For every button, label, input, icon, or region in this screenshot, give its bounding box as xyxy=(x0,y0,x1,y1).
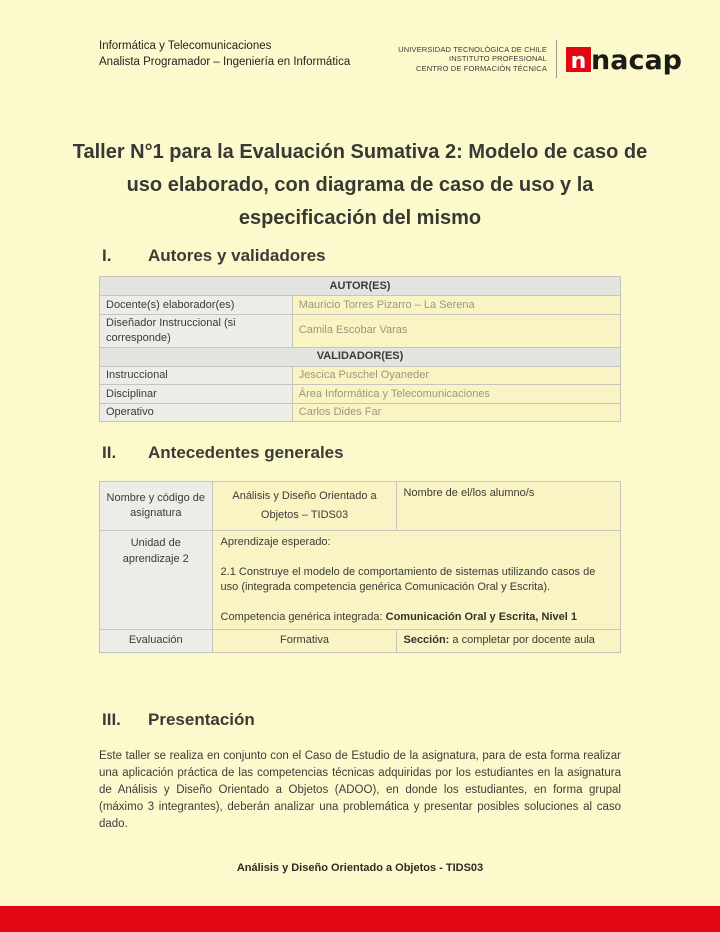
program-area-label: Informática y Telecomunicaciones xyxy=(99,40,272,52)
seccion-value: a completar por docente aula xyxy=(449,634,595,647)
section-title: Presentación xyxy=(148,710,255,729)
row-label: Docente(s) elaborador(es) xyxy=(100,296,293,315)
section-title: Autores y validadores xyxy=(148,246,326,265)
section-heading-presentacion xyxy=(102,710,255,730)
table-row xyxy=(100,277,621,296)
institution-block xyxy=(388,40,682,78)
table-row xyxy=(100,530,621,629)
program-career-label: Analista Programador – Ingeniería en Informática xyxy=(99,56,351,68)
learning-unit-label: Unidad de aprendizaje 2 xyxy=(100,530,213,629)
section-number: III. xyxy=(102,710,121,729)
bottom-red-bar xyxy=(0,906,720,932)
generic-competence-value: Comunicación Oral y Escrita, Nivel 1 xyxy=(385,611,577,623)
footer-course-label: Análisis y Diseño Orientado a Objetos - TIDS03 xyxy=(236,862,484,874)
inacap-n-glyph: n xyxy=(570,49,587,75)
generic-competence-line xyxy=(221,610,612,625)
row-value: Camila Escobar Varas xyxy=(292,314,620,347)
table-row xyxy=(100,482,621,531)
subject-name-label: Nombre y código de asignatura xyxy=(100,482,213,531)
row-value: Área Informática y Telecomunicaciones xyxy=(292,385,620,404)
institution-line: CENTRO DE FORMACIÓN TÉCNICA xyxy=(415,63,547,73)
institution-line: INSTITUTO PROFESIONAL xyxy=(448,54,547,64)
page-title: Taller N°1 para la Evaluación Sumativa 2: Modelo de caso de uso elaborado, con diagrama de caso de uso y la especificación del mismo xyxy=(72,141,648,229)
section-title: Antecedentes generales xyxy=(148,443,344,462)
authors-validators-table xyxy=(99,276,621,422)
expected-learning-cell xyxy=(212,530,620,629)
inacap-wordmark: nacap xyxy=(591,45,682,77)
row-label: Diseñador Instruccional (si corresponde) xyxy=(100,314,293,347)
seccion-label: Sección: xyxy=(403,634,450,647)
logo-divider xyxy=(556,40,557,78)
institution-names xyxy=(388,45,547,74)
evaluation-type-value: Formativa xyxy=(212,629,397,652)
table-row xyxy=(100,347,621,366)
table-row xyxy=(100,629,621,652)
table-row xyxy=(100,296,621,315)
section-heading-antecedentes xyxy=(102,443,344,463)
inacap-logo xyxy=(566,45,682,77)
row-value: Mauricio Torres Pizarro – La Serena xyxy=(292,296,620,315)
section-cell xyxy=(397,629,621,652)
table-row xyxy=(100,366,621,385)
row-value: Carlos Dides Far xyxy=(292,403,620,422)
section-heading-autores xyxy=(102,246,326,266)
antecedentes-table xyxy=(99,481,621,653)
student-name-label: Nombre de el/los alumno/s xyxy=(397,482,621,531)
table-row xyxy=(100,403,621,422)
section-number: I. xyxy=(102,246,112,265)
table-row xyxy=(100,314,621,347)
presentation-paragraph: Este taller se realiza en conjunto con el Caso de Estudio de la asignatura, para de esta forma realizar una aplicación práctica de las competencias técnicas adquiridas por los estudiantes en la asignatura de Análisis y Diseño Orientado a Objetos (ADOO), en donde los estudiantes, en forma grupal (máximo 3 integrantes), deberán analizar una problemática y presentar posibles soluciones al caso dado. xyxy=(99,750,621,830)
generic-competence-label: Competencia genérica integrada: xyxy=(220,611,386,623)
row-label: Instruccional xyxy=(100,366,293,385)
author-section-header: AUTOR(ES) xyxy=(100,277,621,296)
row-value: Jescica Puschel Oyaneder xyxy=(292,366,620,385)
program-info xyxy=(99,38,350,70)
validator-section-header: VALIDADOR(ES) xyxy=(100,347,621,366)
expected-learning-title: Aprendizaje esperado: xyxy=(220,535,331,548)
row-label: Disciplinar xyxy=(100,385,293,404)
section-number: II. xyxy=(102,443,117,462)
institution-line: UNIVERSIDAD TECNOLÓGICA DE CHILE xyxy=(398,44,547,54)
expected-learning-body: 2.1 Construye el modelo de comportamiento de sistemas utilizando casos de uso (integrada competencia genérica Comunicación Oral y Escrita). xyxy=(220,566,596,593)
row-label: Operativo xyxy=(100,403,293,422)
evaluation-label: Evaluación xyxy=(100,629,213,652)
inacap-square-icon xyxy=(566,47,591,75)
table-row xyxy=(100,385,621,404)
subject-name-value: Análisis y Diseño Orientado a Objetos – TIDS03 xyxy=(212,482,397,531)
